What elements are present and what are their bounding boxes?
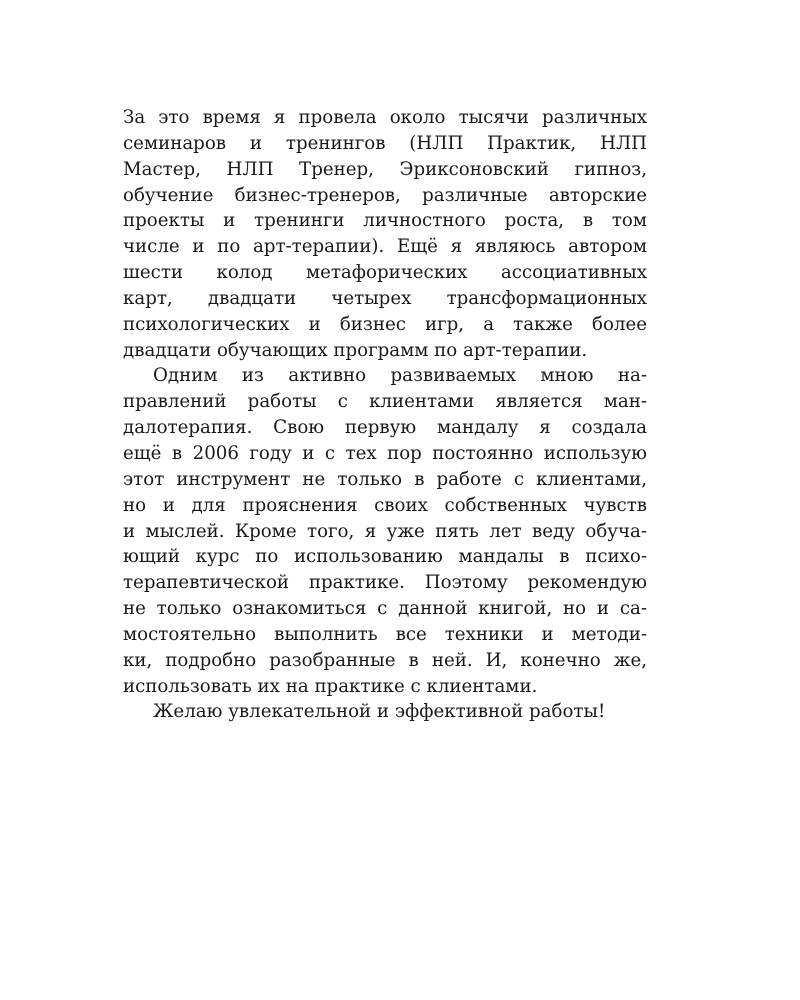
paragraph-2-line-5: этот инструмент не только в работе с клиентами, <box>123 468 647 490</box>
paragraph-1-line-6: числе и по арт-терапии). Ещё я являюсь автором <box>123 236 647 258</box>
paragraph-2-line-3: далотерапия. Свою первую мандалу я создала <box>123 417 647 439</box>
paragraph-2-line-8: ющий курс по использованию мандалы в психо- <box>123 546 647 568</box>
paragraph-1-line-8: карт, двадцати четырех трансформационных <box>123 287 647 309</box>
paragraph-1-line-2: семинаров и тренингов (НЛП Практик, НЛП <box>123 132 647 154</box>
paragraph-1-line-7: шести колод метафорических ассоциативных <box>123 262 647 284</box>
paragraph-2-line-12: ки, подробно разобранные в ней. И, конечно же, <box>123 649 647 671</box>
paragraph-2-line-6: но и для прояснения своих собственных чувств <box>123 494 647 516</box>
paragraph-1-line-4: обучение бизнес-тренеров, различные авторские <box>123 184 647 206</box>
paragraph-2-line-10: не только ознакомиться с данной книгой, но и са- <box>123 598 647 620</box>
paragraph-1-line-1: За это время я провела около тысячи различных <box>123 107 647 128</box>
paragraph-3-line-1: Желаю увлекательной и эффективной работы! <box>153 701 606 723</box>
paragraph-1-line-3: Мастер, НЛП Тренер, Эриксоновский гипноз, <box>123 158 647 180</box>
paragraph-1-line-5: проекты и тренинги личностного роста, в том <box>123 210 647 232</box>
body-text <box>123 105 647 725</box>
paragraph-2-line-11: мостоятельно выполнить все техники и методи- <box>123 623 647 645</box>
paragraph-2-line-1: Одним из активно развиваемых мною на- <box>153 365 647 387</box>
paragraph-2-line-4: ещё в 2006 году и с тех пор постоянно использую <box>123 442 647 464</box>
paragraph-1-line-9: психологических и бизнес игр, а также более <box>123 313 647 335</box>
paragraph-2-line-7: и мыслей. Кроме того, я уже пять лет веду обуча- <box>123 520 647 542</box>
paragraph-2-line-9: терапевтической практике. Поэтому рекомендую <box>123 572 647 594</box>
paragraph-1-line-10: двадцати обучающих программ по арт-терапии. <box>123 339 588 361</box>
paragraph-2-line-2: правлений работы с клиентами является ман- <box>123 391 647 413</box>
paragraph-2-line-13: использовать их на практике с клиентами. <box>123 675 538 697</box>
